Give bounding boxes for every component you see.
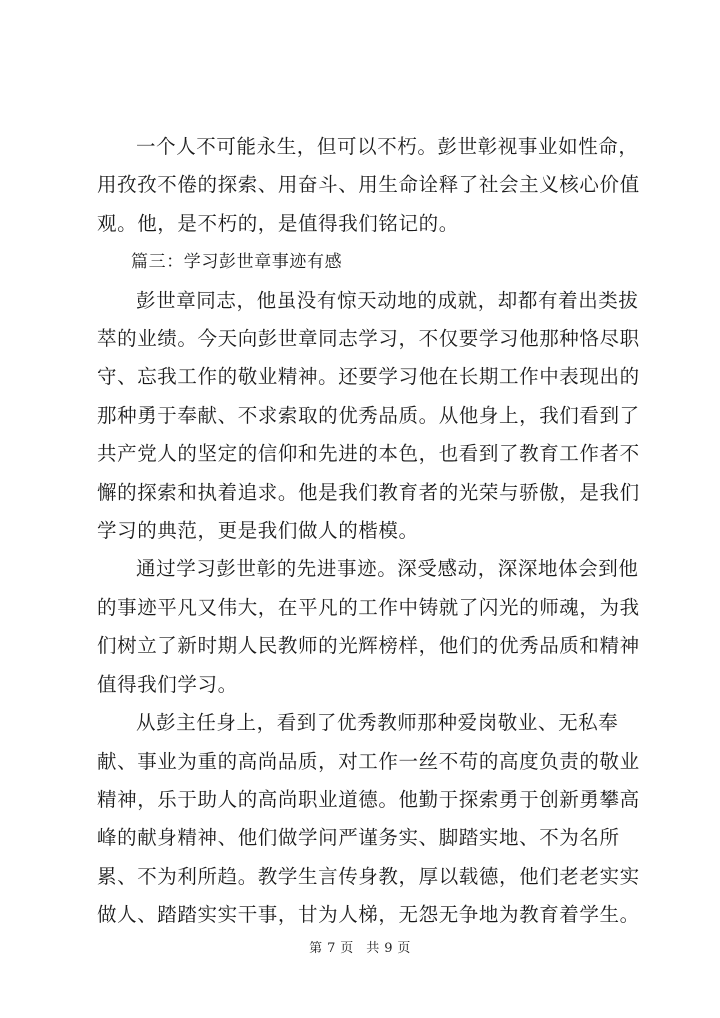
section-heading: 篇三：学习彭世章事迹有感: [131, 252, 343, 273]
page-number: 第 7 页: [309, 941, 354, 956]
page-total: 共 9 页: [366, 941, 411, 956]
paragraph: 从彭主任身上，看到了优秀教师那种爱岗敬业、无私奉献、事业为重的高尚品质，对工作一丝不苟的高度负责的敬业精神，乐于助人的高尚职业道德。他勤于探索勇于创新勇攀高峰的献身精神、他们做学问严谨务实、脚踏实地、不为名所累、不为利所趋。教学生言传身教，厚以载德，他们老老实实做人、踏踏实实干事，甘为人梯，无怨无争地为教育着学生。: [97, 711, 640, 927]
document-body: [97, 128, 657, 935]
paragraph: 通过学习彭世彰的先进事迹。深受感动，深深地体会到他的事迹平凡又伟大，在平凡的工作中铸就了闪光的师魂，为我们树立了新时期人民教师的光辉榜样，他们的优秀品质和精神值得我们学习。: [97, 557, 640, 696]
page-footer: [0, 937, 720, 956]
paragraph: 一个人不可能永生，但可以不朽。彭世彰视事业如性命，用孜孜不倦的探索、用奋斗、用生命诠释了社会主义核心价值观。他，是不朽的，是值得我们铭记的。: [97, 135, 640, 235]
paragraph: 彭世章同志，他虽没有惊天动地的成就，却都有着出类拔萃的业绩。今天向彭世章同志学习，不仅要学习他那种恪尽职守、忘我工作的敬业精神。还要学习他在长期工作中表现出的那种勇于奉献、不求索取的优秀品质。从他身上，我们看到了共产党人的坚定的信仰和先进的本色，也看到了教育工作者不懈的探索和执着追求。他是我们教育者的光荣与骄傲，是我们学习的典范，更是我们做人的楷模。: [97, 288, 640, 543]
